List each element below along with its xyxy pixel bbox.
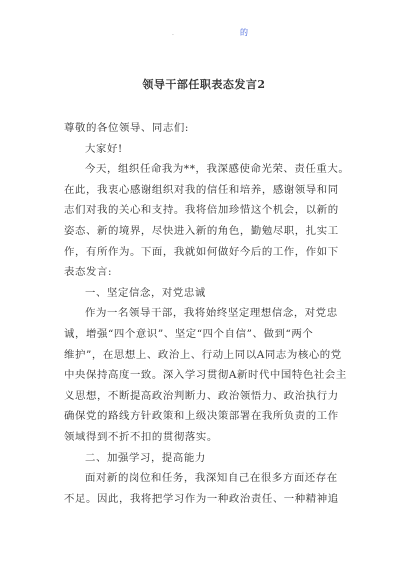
document-body — [64, 118, 350, 509]
paragraph-line: 表态发言: — [64, 266, 113, 279]
paragraph-line: 领域得到不折不扣的贯彻落实。 — [64, 430, 218, 443]
paragraph-line: 作为一名领导干部，我将始终坚定理想信念，对党忠 — [85, 307, 338, 320]
paragraph-line: 义思想，不断提高政治判断力、政治领悟力、政治执行力 — [64, 389, 339, 402]
paragraph-line: 维护”，在思想上、政治上、行动上同以A同志为核心的党 — [64, 348, 342, 361]
paragraph-line: 面对新的岗位和任务，我深知自己在很多方面还存在 — [85, 472, 338, 485]
header-mark: 的 — [240, 28, 248, 37]
paragraph-line: 大家好! — [85, 142, 123, 155]
paragraph-line: 在此，我衷心感谢组织对我的信任和培养，感谢领导和同 — [64, 183, 339, 196]
paragraph-line: 二、加强学习，提高能力 — [85, 451, 206, 464]
header-dot: . — [172, 30, 174, 37]
paragraph-line: 确保党的路线方针政策和上级决策部署在我所负责的工作 — [64, 410, 339, 423]
paragraph-line: 一、坚定信念，对党忠诚 — [85, 286, 206, 299]
paragraph-line: 尊敬的各位领导、同志们: — [64, 122, 189, 134]
paragraph-line: 志们对我的关心和支持。我将倍加珍惜这个机会，以新的 — [64, 204, 339, 217]
paragraph-line: 作，有所作为。下面，我就如何做好今后的工作，作如下 — [64, 245, 339, 258]
paragraph-line: 中央保持高度一致。深入学习贯彻A新时代中国特色社会主 — [64, 369, 347, 382]
document-title: 领导干部任职表态发言2 — [142, 78, 266, 91]
paragraph-line: 不足。因此，我将把学习作为一种政治责任、一种精神追 — [64, 492, 339, 505]
paragraph-line: 今天，组织任命我为**，我深感使命光荣、责任重大。 — [85, 163, 350, 176]
paragraph-line: 诚，增强“四个意识”、坚定“四个自信”、做到“两个 — [64, 327, 314, 340]
paragraph-line: 姿态、新的境界，尽快进入新的角色，勤勉尽职，扎实工 — [64, 224, 339, 237]
